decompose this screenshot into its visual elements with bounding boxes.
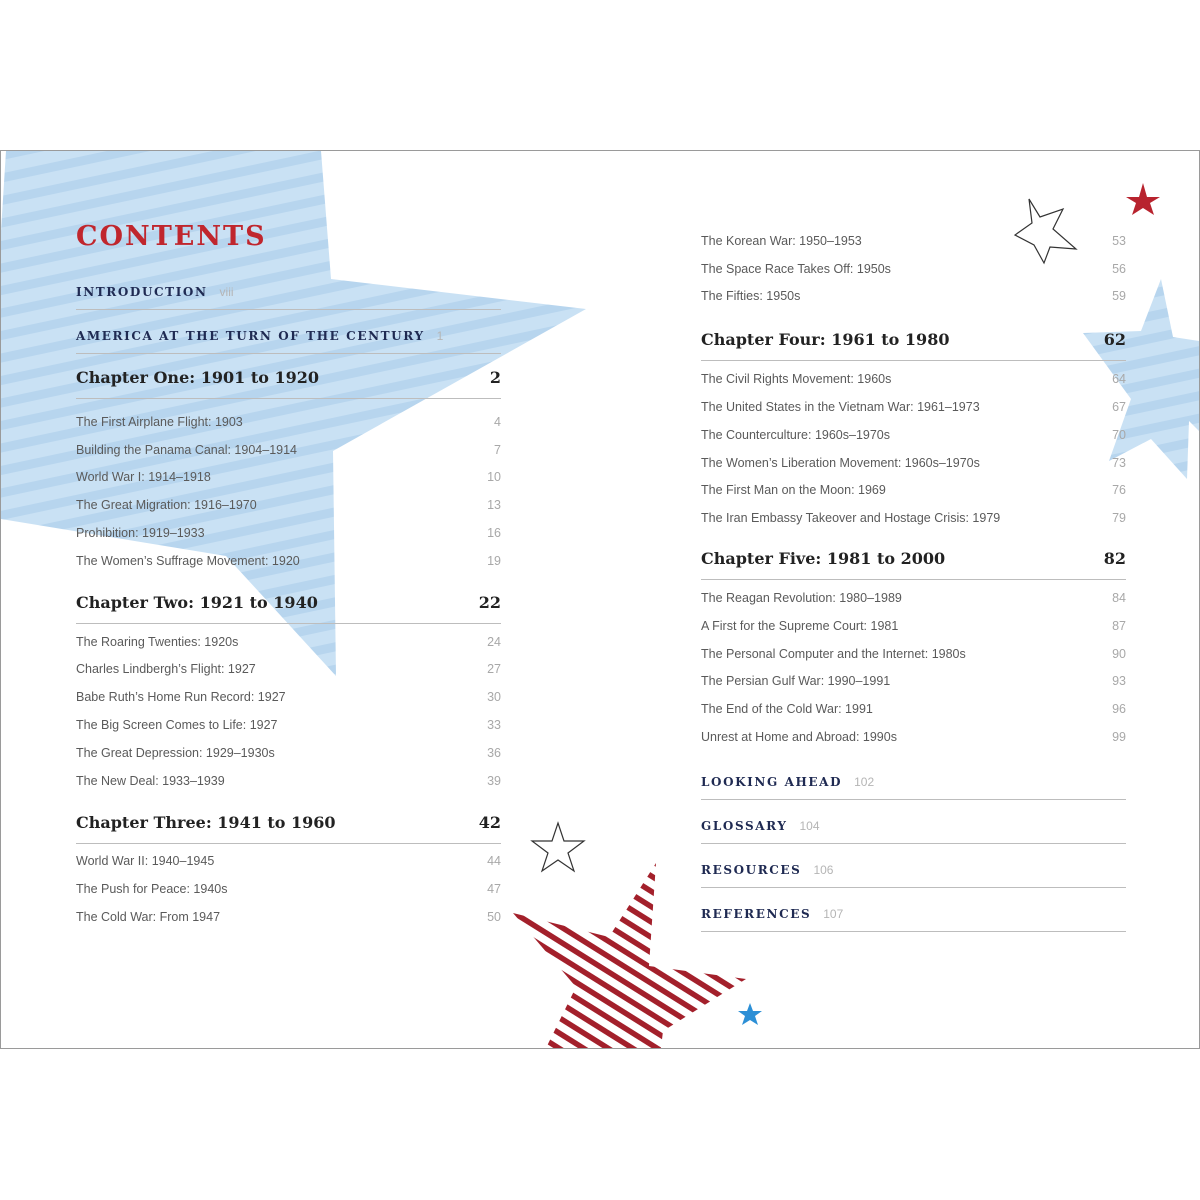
- entry-title: The Civil Rights Movement: 1960s: [701, 372, 892, 387]
- chapter-page: 62: [1103, 330, 1126, 350]
- toc-right-column: [701, 227, 1126, 932]
- entry-title: Babe Ruth’s Home Run Record: 1927: [76, 690, 286, 705]
- section-label: REFERENCES: [701, 906, 812, 921]
- toc-entry[interactable]: [76, 436, 501, 464]
- section-page: viii: [219, 285, 234, 299]
- toc-entry[interactable]: [701, 393, 1126, 421]
- entry-page: 90: [1112, 646, 1126, 661]
- toc-entry[interactable]: [76, 464, 501, 492]
- toc-entry[interactable]: [76, 683, 501, 711]
- entry-page: 30: [487, 690, 501, 705]
- entry-page: 44: [487, 854, 501, 869]
- toc-entry[interactable]: [701, 255, 1126, 283]
- toc-left-column: [76, 285, 501, 931]
- entry-title: The Women’s Suffrage Movement: 1920: [76, 553, 300, 568]
- section-label: LOOKING AHEAD: [701, 774, 843, 789]
- entry-title: The First Man on the Moon: 1969: [701, 483, 886, 498]
- chapter-title: Chapter Three: 1941 to 1960: [76, 812, 336, 832]
- chapter-title: Chapter Two: 1921 to 1940: [76, 592, 318, 612]
- entry-page: 27: [487, 662, 501, 677]
- section-label: AMERICA AT THE TURN OF THE CENTURY: [76, 329, 425, 343]
- section-page: 102: [854, 774, 875, 789]
- entry-page: 67: [1112, 400, 1126, 415]
- toc-entry[interactable]: [76, 408, 501, 436]
- entry-page: 50: [487, 910, 501, 925]
- entry-title: The Persian Gulf War: 1990–1991: [701, 674, 891, 689]
- entry-title: The Space Race Takes Off: 1950s: [701, 261, 891, 276]
- toc-entry[interactable]: [76, 848, 501, 876]
- outline-star-small-icon: [532, 823, 584, 871]
- chapter-five-heading[interactable]: [701, 549, 1126, 580]
- entry-title: The Push for Peace: 1940s: [76, 882, 228, 897]
- toc-entry[interactable]: [701, 504, 1126, 532]
- toc-entry[interactable]: [701, 227, 1126, 255]
- chapter-page: 22: [478, 592, 501, 612]
- toc-section-looking-ahead[interactable]: [701, 775, 1126, 800]
- entry-title: The First Airplane Flight: 1903: [76, 414, 243, 429]
- entry-title: Charles Lindbergh’s Flight: 1927: [76, 662, 256, 677]
- entry-title: World War II: 1940–1945: [76, 854, 215, 869]
- chapter-page: 82: [1103, 549, 1126, 569]
- toc-entry[interactable]: [701, 695, 1126, 723]
- section-label: GLOSSARY: [701, 818, 788, 833]
- entry-page: 56: [1112, 261, 1126, 276]
- toc-section-resources[interactable]: [701, 863, 1126, 888]
- entry-title: Building the Panama Canal: 1904–1914: [76, 442, 298, 457]
- entry-page: 36: [487, 745, 501, 760]
- entry-page: 7: [494, 442, 501, 457]
- blue-star-small-icon: [738, 1003, 762, 1025]
- entry-title: The Reagan Revolution: 1980–1989: [701, 591, 902, 606]
- red-star-icon: [1126, 183, 1160, 215]
- toc-entry[interactable]: [76, 656, 501, 684]
- entry-page: 73: [1112, 455, 1126, 470]
- toc-section-glossary[interactable]: [701, 819, 1126, 844]
- entry-page: 16: [487, 526, 501, 541]
- toc-entry[interactable]: [701, 612, 1126, 640]
- entry-title: Unrest at Home and Abroad: 1990s: [701, 730, 897, 745]
- entry-title: The New Deal: 1933–1939: [76, 773, 225, 788]
- entry-page: 70: [1112, 427, 1126, 442]
- entry-page: 4: [494, 414, 501, 429]
- toc-entry[interactable]: [76, 628, 501, 656]
- entry-page: 84: [1112, 591, 1126, 606]
- toc-entry[interactable]: [701, 421, 1126, 449]
- entry-title: The Personal Computer and the Internet: 1980s: [701, 646, 966, 661]
- chapter-title: Chapter Four: 1961 to 1980: [701, 330, 950, 350]
- toc-section-turn-of-century[interactable]: [76, 329, 501, 354]
- entry-page: 47: [487, 882, 501, 897]
- entry-title: The Counterculture: 1960s–1970s: [701, 427, 891, 442]
- toc-entry[interactable]: [76, 491, 501, 519]
- section-label: INTRODUCTION: [76, 285, 208, 299]
- section-page: 106: [813, 862, 834, 877]
- toc-entry[interactable]: [76, 767, 501, 795]
- entry-title: The Women’s Liberation Movement: 1960s–1970s: [701, 455, 980, 470]
- chapter-two-heading[interactable]: [76, 593, 501, 624]
- toc-section-references[interactable]: [701, 907, 1126, 932]
- section-label: RESOURCES: [701, 862, 802, 877]
- chapter-one-heading[interactable]: [76, 368, 501, 399]
- entry-page: 99: [1112, 730, 1126, 745]
- toc-entry[interactable]: [76, 711, 501, 739]
- chapter-page: 2: [489, 368, 501, 387]
- toc-entry[interactable]: [701, 283, 1126, 311]
- toc-entry[interactable]: [701, 584, 1126, 612]
- contents-heading: CONTENTS: [76, 221, 267, 252]
- entry-title: The Korean War: 1950–1953: [701, 233, 862, 248]
- chapter-four-heading[interactable]: [701, 330, 1126, 361]
- toc-section-introduction[interactable]: [76, 285, 501, 310]
- toc-entry[interactable]: [701, 365, 1126, 393]
- toc-entry[interactable]: [76, 903, 501, 931]
- entry-page: 79: [1112, 511, 1126, 526]
- entry-title: The Great Migration: 1916–1970: [76, 498, 257, 513]
- entry-page: 13: [487, 498, 501, 513]
- entry-page: 10: [487, 470, 501, 485]
- toc-entry[interactable]: [76, 875, 501, 903]
- entry-title: The Great Depression: 1929–1930s: [76, 745, 275, 760]
- entry-title: World War I: 1914–1918: [76, 470, 211, 485]
- entry-page: 96: [1112, 702, 1126, 717]
- entry-page: 19: [487, 553, 501, 568]
- entry-title: The Cold War: From 1947: [76, 910, 221, 925]
- section-page: 107: [823, 906, 844, 921]
- toc-entry[interactable]: [76, 547, 501, 575]
- entry-title: The End of the Cold War: 1991: [701, 702, 873, 717]
- entry-page: 93: [1112, 674, 1126, 689]
- entry-title: The Roaring Twenties: 1920s: [76, 634, 239, 649]
- entry-title: A First for the Supreme Court: 1981: [701, 618, 899, 633]
- entry-page: 53: [1112, 233, 1126, 248]
- entry-page: 59: [1112, 289, 1126, 304]
- section-page: 104: [799, 818, 820, 833]
- entry-page: 87: [1112, 618, 1126, 633]
- entry-title: Prohibition: 1919–1933: [76, 526, 205, 541]
- toc-entry[interactable]: [701, 477, 1126, 505]
- toc-entry[interactable]: [701, 668, 1126, 696]
- entry-title: The Iran Embassy Takeover and Hostage Crisis: 1979: [701, 511, 1001, 526]
- chapter-title: Chapter One: 1901 to 1920: [76, 368, 319, 387]
- toc-entry[interactable]: [76, 519, 501, 547]
- toc-entry[interactable]: [701, 640, 1126, 668]
- chapter-page: 42: [478, 812, 501, 832]
- entry-title: The Big Screen Comes to Life: 1927: [76, 718, 278, 733]
- entry-page: 24: [487, 634, 501, 649]
- toc-entry[interactable]: [701, 449, 1126, 477]
- entry-page: 64: [1112, 372, 1126, 387]
- chapter-title: Chapter Five: 1981 to 2000: [701, 549, 946, 569]
- entry-title: The Fifties: 1950s: [701, 289, 801, 304]
- toc-entry[interactable]: [701, 723, 1126, 751]
- entry-title: The United States in the Vietnam War: 1961–1973: [701, 400, 980, 415]
- toc-page-spread: [0, 150, 1200, 1049]
- toc-entry[interactable]: [76, 739, 501, 767]
- entry-page: 33: [487, 718, 501, 733]
- entry-page: 39: [487, 773, 501, 788]
- entry-page: 76: [1112, 483, 1126, 498]
- section-page: 1: [436, 329, 444, 343]
- chapter-three-heading[interactable]: [76, 813, 501, 844]
